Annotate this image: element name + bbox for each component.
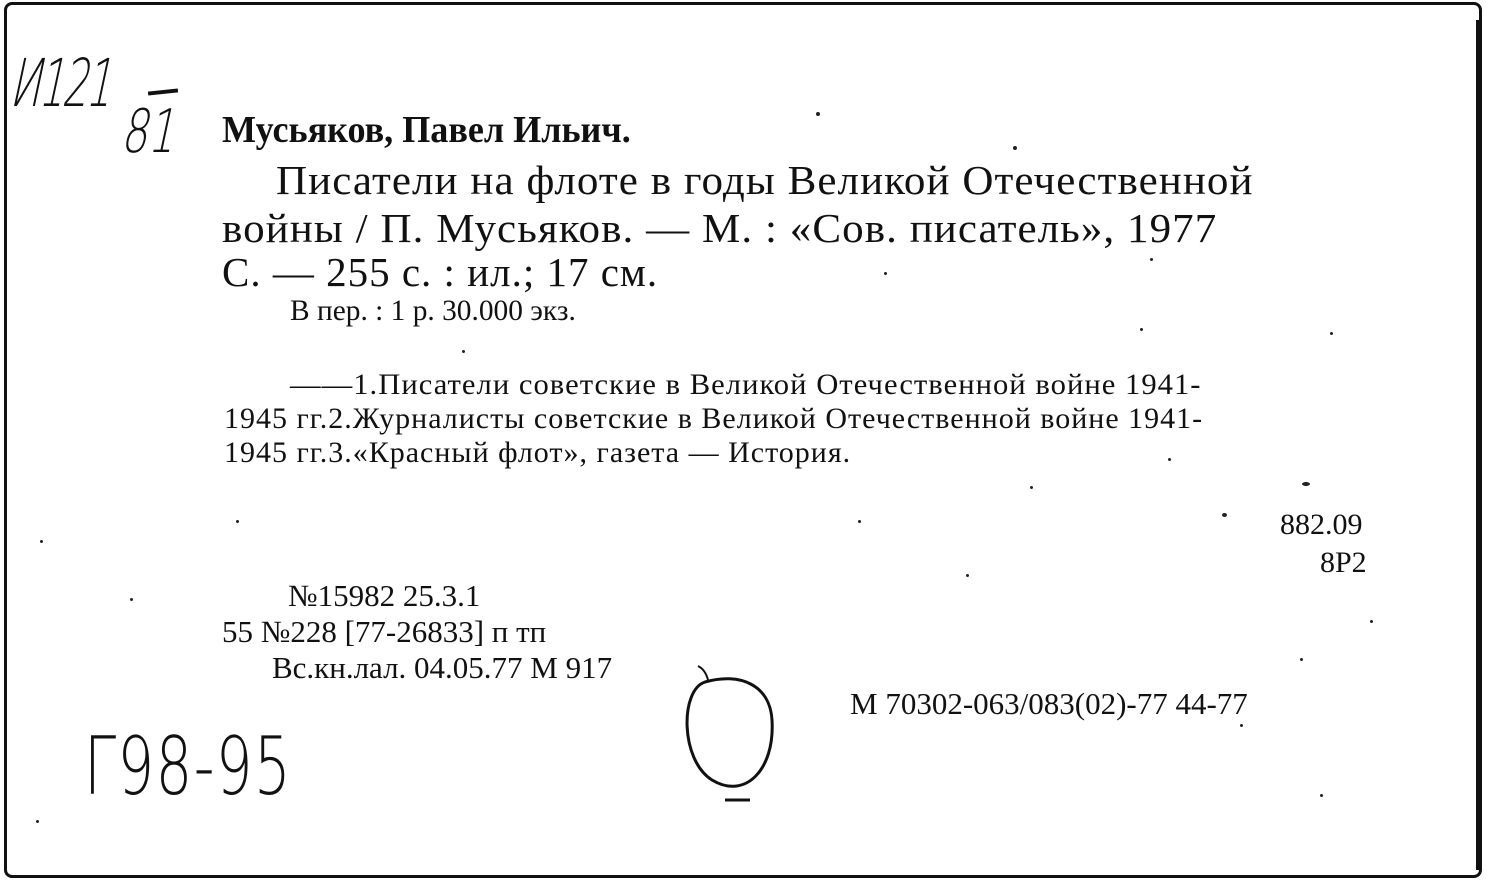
speck [858,520,861,523]
classification-line-2: 8Р2 [1320,546,1367,579]
title-line-2: войны / П. Мусьяков. — М. : «Сов. писатель», 1977 [222,205,1218,251]
subject-line-3: 1945 гг.3.«Красный флот», газета — История. [224,436,852,469]
speck [1330,332,1333,335]
handwritten-bottom-number: Г98-95 [84,720,293,813]
speck [236,520,239,523]
speck [1370,620,1373,623]
speck [884,272,887,275]
speck [1140,328,1143,331]
speck [36,820,39,823]
speck [40,540,43,543]
imprint-line-3: Вс.кн.лал. 04.05.77 М 917 [272,650,613,685]
speck [966,574,969,577]
classification-line-1: 882.09 [1280,508,1363,541]
speck [130,598,133,601]
imprint-line-2: 55 №228 [77-26833] п тп [222,614,547,649]
speck [462,350,465,353]
speck [1168,458,1171,461]
imprint-line-1: №15982 25.3.1 [288,578,481,613]
speck [1300,658,1303,661]
speck [816,112,820,116]
handwritten-top-sub: 81 [117,97,186,167]
speck [1320,794,1323,797]
code-line: М 70302-063/083(02)-77 44-77 [850,686,1248,721]
speck [1302,482,1310,486]
speck [1013,146,1017,150]
speck [1240,724,1243,727]
handwritten-top-number: И121 [5,45,122,122]
price-line: В пер. : 1 р. 30.000 экз. [290,294,576,327]
subject-line-2: 1945 гг.2.Журналисты советские в Великой Отечественной войне 1941- [224,402,1204,435]
card-edge [1476,20,1479,870]
author-name: Мусьяков, Павел Ильич. [222,109,631,151]
speck [1150,258,1153,261]
title-line-3: С. — 255 с. : ил.; 17 см. [222,249,659,295]
subject-line-1: ——1.Писатели советские в Великой Отечественной войне 1941- [290,368,1202,401]
speck [1222,513,1227,517]
title-line-1: Писатели на флоте в годы Великой Отечественной [276,157,1254,203]
speck [1030,486,1033,489]
